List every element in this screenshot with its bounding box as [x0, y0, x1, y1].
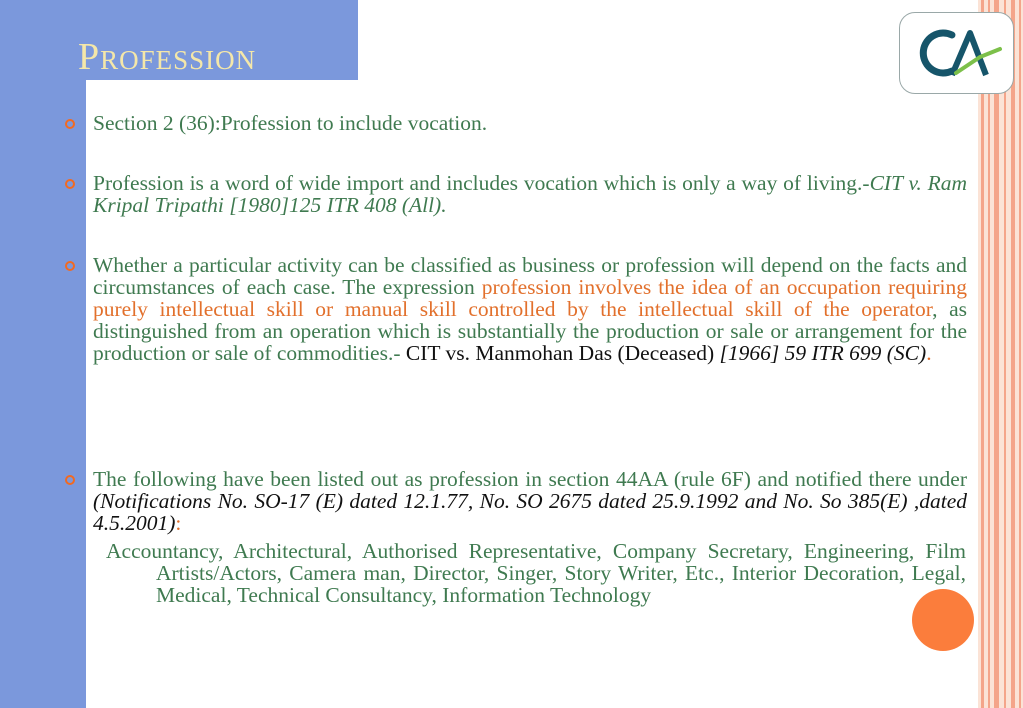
bullet-body: The following have been listed out as profession in section 44AA (rule 6F) and notified there under [93, 467, 967, 491]
highlighted-definition: profession involves the idea of an occupation requiring purely intellectual skill or manual skill controlled by the intellectual skill of the operator [93, 275, 967, 321]
stripe [988, 0, 990, 708]
end-mark: : [175, 511, 182, 535]
bullet-body: Profession is a word of wide import and includes vocation which is only a way of living. [93, 171, 863, 195]
list-item [62, 112, 967, 134]
list-item [62, 172, 967, 216]
stripe [1019, 0, 1021, 708]
ca-logo-icon [900, 13, 1015, 95]
stripe [1011, 0, 1015, 708]
bullet-text [93, 468, 967, 534]
case-citation: [1966] 59 ITR 699 (SC) [719, 341, 927, 365]
list-item [62, 254, 967, 364]
stripe [981, 0, 984, 708]
bullet-text: Section 2 (36):Profession to include vocation. [93, 111, 488, 135]
end-mark: . [926, 341, 932, 365]
bullet-icon [65, 261, 75, 271]
bullet-body-continued: , as distinguished from an operation which is substantially the production or sale or arrangement for the production or sale of commodities.- [93, 297, 967, 365]
list-item [62, 468, 967, 534]
ca-logo [899, 12, 1014, 94]
notification-reference: (Notifications No. SO-17 (E) dated 12.1.77, No. SO 2675 dated 25.9.1992 and No. So 385(E) ,dated 4.5.2001) [93, 489, 967, 535]
stripe [1004, 0, 1006, 708]
professions-list: Accountancy, Architectural, Authorised Representative, Company Secretary, Engineering, Film Artists/Actors, Camera man, Director, Singer, Story Writer, Etc., Interior Decoration, Legal, Medical, Technical Consultancy, Information Technology [106, 539, 966, 607]
case-name: CIT vs. Manmohan Das (Deceased) [405, 341, 720, 365]
bullet-text [93, 172, 967, 216]
case-citation: -CIT v. Ram Kripal Tripathi [1980]125 ITR 408 (All). [93, 171, 967, 217]
bullet-body: Whether a particular activity can be classified as business or profession will depend on the facts and circumstances of each case. The expression [93, 253, 967, 299]
right-stripe-border [978, 0, 1023, 708]
stripe [994, 0, 999, 708]
bullet-icon [65, 475, 75, 485]
bullet-icon [65, 119, 75, 129]
slide-title: Profession [78, 36, 257, 78]
bullet-icon [65, 179, 75, 189]
bullet-text [93, 254, 967, 364]
